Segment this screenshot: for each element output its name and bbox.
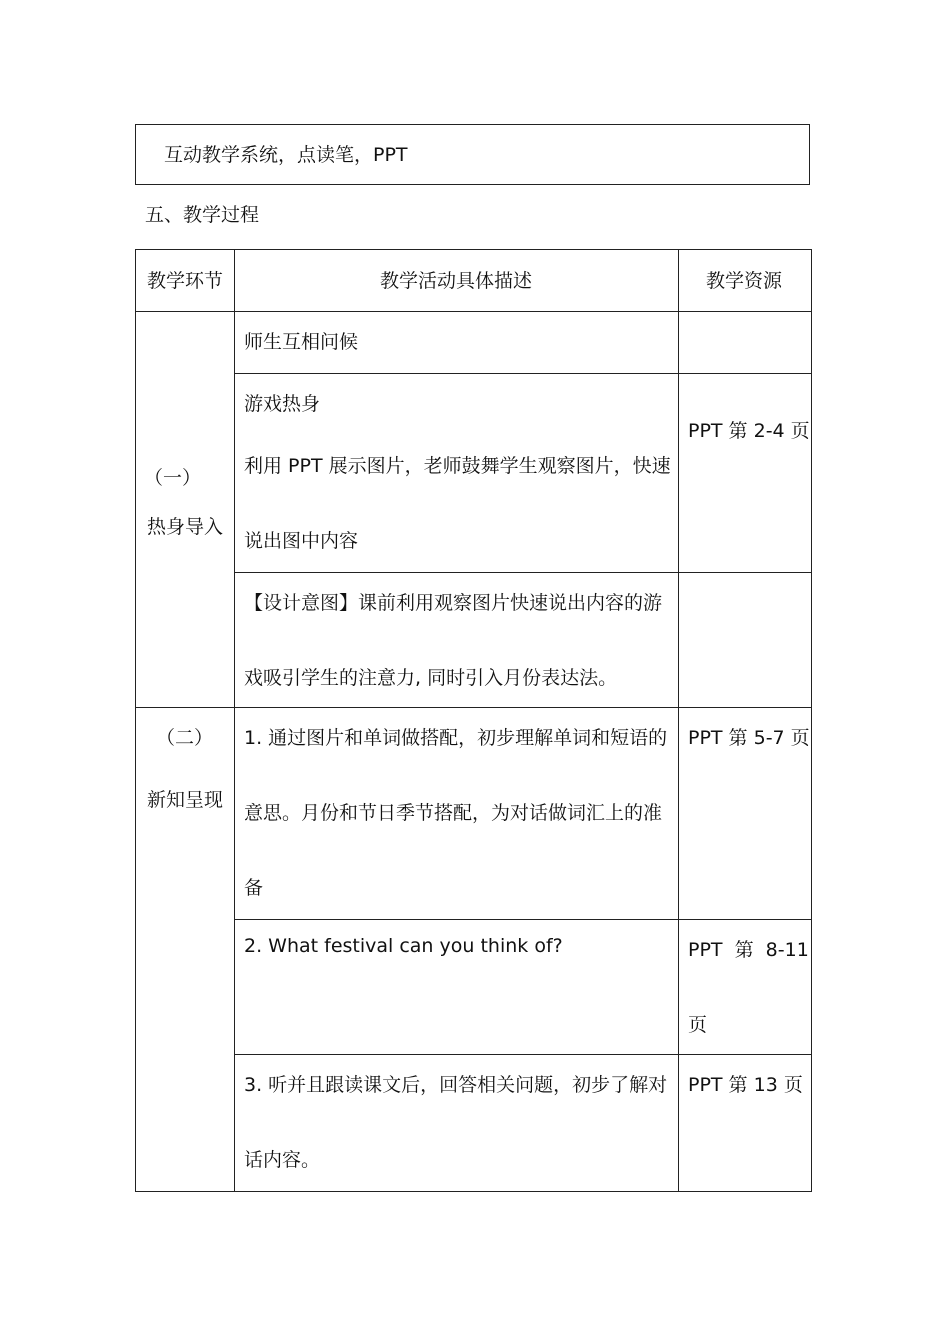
table-row: [136, 708, 812, 920]
stage-number: （一）: [144, 467, 202, 489]
header-resources: 教学资源: [706, 270, 783, 292]
description-line: 戏吸引学生的注意力, 同时引入月份表达法。: [244, 667, 618, 689]
resource-line: 页: [688, 1014, 708, 1036]
resource-cell: [679, 920, 812, 1055]
resource-cell: [679, 708, 812, 920]
description-cell: [235, 920, 679, 1055]
description-line: 2. What festival can you think of?: [244, 935, 563, 957]
stage-cell: [136, 312, 235, 708]
resource-cell: [679, 374, 812, 573]
resource-cell: [679, 573, 812, 708]
table-row: [136, 573, 812, 708]
section-heading: 五、教学过程: [145, 204, 260, 226]
table-row: [136, 920, 812, 1055]
description-cell: [235, 1055, 679, 1192]
description-line: 3. 听并且跟读课文后，回答相关问题，初步了解对: [244, 1074, 668, 1096]
table-row: [136, 1055, 812, 1192]
description-cell: [235, 708, 679, 920]
description-line: 1. 通过图片和单词做搭配，初步理解单词和短语的: [244, 727, 668, 749]
header-cell: [235, 250, 679, 312]
teaching-process-table: [135, 249, 812, 1192]
description-line: 【设计意图】课前利用观察图片快速说出内容的游: [244, 592, 663, 614]
description-cell: [235, 374, 679, 573]
table-header-row: [136, 250, 812, 312]
description-line: 说出图中内容: [244, 530, 359, 552]
description-line: 游戏热身: [244, 393, 321, 415]
header-description: 教学活动具体描述: [380, 270, 533, 292]
header-cell: [136, 250, 235, 312]
teaching-resources-box: [135, 124, 810, 185]
resource-cell: [679, 1055, 812, 1192]
description-line: 备: [244, 877, 264, 899]
description-cell: [235, 573, 679, 708]
stage-title: 新知呈现: [147, 789, 224, 811]
resource-line: PPT 第 2-4 页: [688, 420, 810, 442]
description-cell: [235, 312, 679, 374]
table-row: [136, 312, 812, 374]
table-row: [136, 374, 812, 573]
resource-line: PPT 第 5-7 页: [688, 727, 810, 749]
description-line: 话内容。: [244, 1149, 321, 1171]
teaching-resources-text: 互动教学系统，点读笔，PPT: [164, 144, 408, 166]
header-stage: 教学环节: [147, 270, 224, 292]
resource-line: PPT 第 13 页: [688, 1074, 803, 1096]
stage-title: 热身导入: [147, 516, 224, 538]
resource-line: PPT 第 8-11: [688, 939, 809, 961]
header-cell: [679, 250, 812, 312]
resource-cell: [679, 312, 812, 374]
description-line: 师生互相问候: [244, 331, 359, 353]
description-line: 意思。月份和节日季节搭配，为对话做词汇上的准: [244, 802, 663, 824]
stage-number: （二）: [156, 727, 214, 749]
description-line: 利用 PPT 展示图片，老师鼓舞学生观察图片，快速: [244, 455, 671, 477]
stage-cell: [136, 708, 235, 1192]
